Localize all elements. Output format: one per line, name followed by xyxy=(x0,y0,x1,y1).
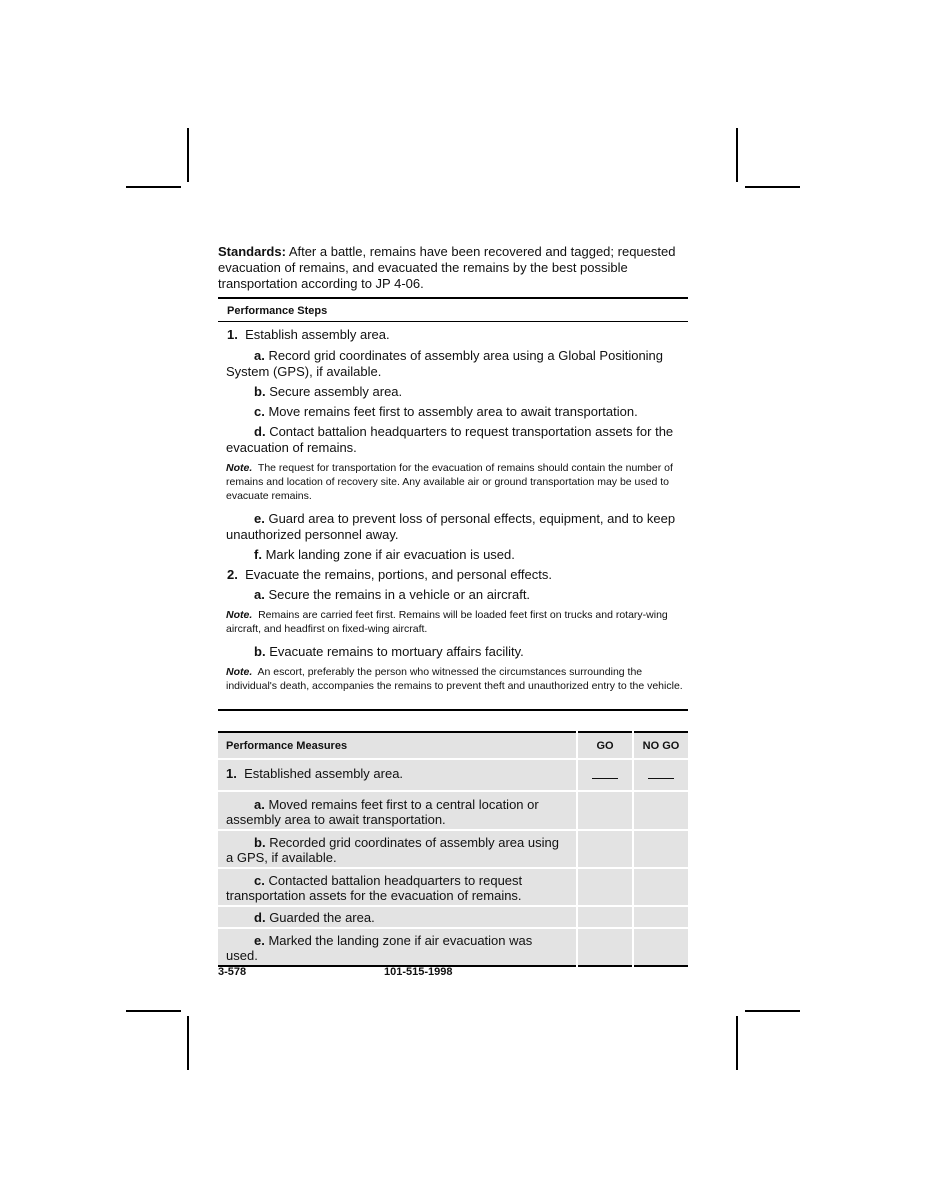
go-cell xyxy=(577,928,633,966)
step-letter: c. xyxy=(254,404,265,419)
step-1c xyxy=(218,404,688,420)
nogo-cell xyxy=(633,906,688,928)
measure-1b xyxy=(218,830,577,868)
measure-text: Guarded the area. xyxy=(269,910,375,925)
step-2b xyxy=(218,644,688,660)
measure-1c xyxy=(218,868,577,906)
crop-mark-bottom-right-horizontal xyxy=(745,1010,800,1012)
nogo-blank[interactable] xyxy=(648,764,674,779)
go-checkbox-cell[interactable] xyxy=(577,759,633,791)
measure-1a xyxy=(218,791,577,830)
step-letter: d. xyxy=(254,424,266,439)
task-content xyxy=(218,244,688,693)
crop-mark-top-left-horizontal xyxy=(126,186,181,188)
note-label: Note. xyxy=(226,462,253,474)
step-letter: b. xyxy=(254,384,266,399)
step-text: Mark landing zone if air evacuation is used. xyxy=(265,547,515,562)
table-row xyxy=(218,791,688,830)
crop-mark-bottom-left-vertical xyxy=(187,1016,189,1070)
go-cell xyxy=(577,868,633,906)
performance-measures-table xyxy=(218,731,688,967)
go-blank[interactable] xyxy=(592,764,618,779)
measure-1 xyxy=(218,759,577,791)
step-text: Secure the remains in a vehicle or an aircraft. xyxy=(268,587,531,602)
note-label: Note. xyxy=(226,666,253,678)
table-row xyxy=(218,868,688,906)
page-number: 3-578 xyxy=(218,966,247,978)
performance-measures-header: Performance Measures xyxy=(226,740,348,752)
nogo-checkbox-cell[interactable] xyxy=(633,759,688,791)
step-1a xyxy=(218,348,688,380)
step-1f xyxy=(218,547,688,563)
nogo-cell xyxy=(633,928,688,966)
go-cell xyxy=(577,791,633,830)
crop-mark-bottom-right-vertical xyxy=(736,1016,738,1070)
go-column-header: GO xyxy=(577,732,633,759)
measure-letter: d. xyxy=(254,910,266,925)
measure-text: Contacted battalion headquarters to request transportation assets for the evacuation of remains. xyxy=(226,873,523,903)
nogo-column-header: NO GO xyxy=(633,732,688,759)
step-1d xyxy=(218,424,688,456)
crop-mark-bottom-left-horizontal xyxy=(126,1010,181,1012)
step-text: Secure assembly area. xyxy=(269,384,403,399)
step-letter: e. xyxy=(254,511,265,526)
nogo-cell xyxy=(633,791,688,830)
step-text: Contact battalion headquarters to request transportation assets for the evacuation of remains. xyxy=(226,424,674,455)
note-text: An escort, preferably the person who witnessed the circumstances surrounding the individual's death, accompanies the remains to prevent theft and unauthorized entry to the vehicle. xyxy=(226,666,683,692)
table-row xyxy=(218,906,688,928)
measure-letter: a. xyxy=(254,797,265,812)
measure-1d xyxy=(218,906,577,928)
table-header-row xyxy=(218,732,688,759)
standards-text: After a battle, remains have been recovered and tagged; requested evacuation of remains, and evacuated the remains by the best possible transportation according to JP 4-06. xyxy=(218,244,676,291)
go-cell xyxy=(577,906,633,928)
standards-label: Standards: xyxy=(218,244,286,259)
step-text: Move remains feet first to assembly area to await transportation. xyxy=(268,404,638,419)
measure-text: Marked the landing zone if air evacuation was used. xyxy=(226,933,533,963)
step-1b xyxy=(218,384,688,400)
step-text: Record grid coordinates of assembly area using a Global Positioning System (GPS), if available. xyxy=(226,348,664,379)
measure-letter: b. xyxy=(254,835,266,850)
step-text: Establish assembly area. xyxy=(245,327,390,342)
steps-header-rule xyxy=(218,321,688,322)
standards-paragraph xyxy=(218,244,688,292)
nogo-cell xyxy=(633,830,688,868)
measure-number: 1. xyxy=(226,766,237,781)
step-letter: a. xyxy=(254,587,265,602)
steps-bottom-rule xyxy=(218,709,688,711)
note-text: Remains are carried feet first. Remains will be loaded feet first on trucks and rotary-wing aircraft, and headfirst on fixed-wing aircraft. xyxy=(226,609,668,635)
nogo-cell xyxy=(633,868,688,906)
step-number: 2. xyxy=(227,567,238,582)
step-1 xyxy=(218,327,688,343)
note-2 xyxy=(218,608,688,636)
crop-mark-top-right-vertical xyxy=(736,128,738,182)
note-text: The request for transportation for the evacuation of remains should contain the number of remains and location of recovery site. Any available air or ground transportation may be used to evacuate remains. xyxy=(226,462,673,502)
measure-letter: e. xyxy=(254,933,265,948)
table-row xyxy=(218,830,688,868)
step-2 xyxy=(218,567,688,583)
performance-steps-header: Performance Steps xyxy=(227,305,328,317)
crop-mark-top-left-vertical xyxy=(187,128,189,182)
table-row xyxy=(218,928,688,966)
note-1 xyxy=(218,461,688,503)
measure-text: Recorded grid coordinates of assembly area using a GPS, if available. xyxy=(226,835,559,865)
step-text: Guard area to prevent loss of personal effects, equipment, and to keep unauthorized personnel away. xyxy=(226,511,676,542)
step-letter: a. xyxy=(254,348,265,363)
measure-letter: c. xyxy=(254,873,265,888)
measure-1e xyxy=(218,928,577,966)
step-text: Evacuate remains to mortuary affairs facility. xyxy=(269,644,524,659)
step-1e xyxy=(218,511,688,543)
step-2a xyxy=(218,587,688,603)
step-number: 1. xyxy=(227,327,238,342)
document-number: 101-515-1998 xyxy=(384,966,453,978)
step-letter: b. xyxy=(254,644,266,659)
table-row xyxy=(218,759,688,791)
note-label: Note. xyxy=(226,609,253,621)
step-letter: f. xyxy=(254,547,262,562)
step-text: Evacuate the remains, portions, and personal effects. xyxy=(245,567,552,582)
measure-text: Established assembly area. xyxy=(244,766,404,781)
measure-text: Moved remains feet first to a central location or assembly area to await transportation. xyxy=(226,797,539,827)
crop-mark-top-right-horizontal xyxy=(745,186,800,188)
note-3 xyxy=(218,665,688,693)
go-cell xyxy=(577,830,633,868)
